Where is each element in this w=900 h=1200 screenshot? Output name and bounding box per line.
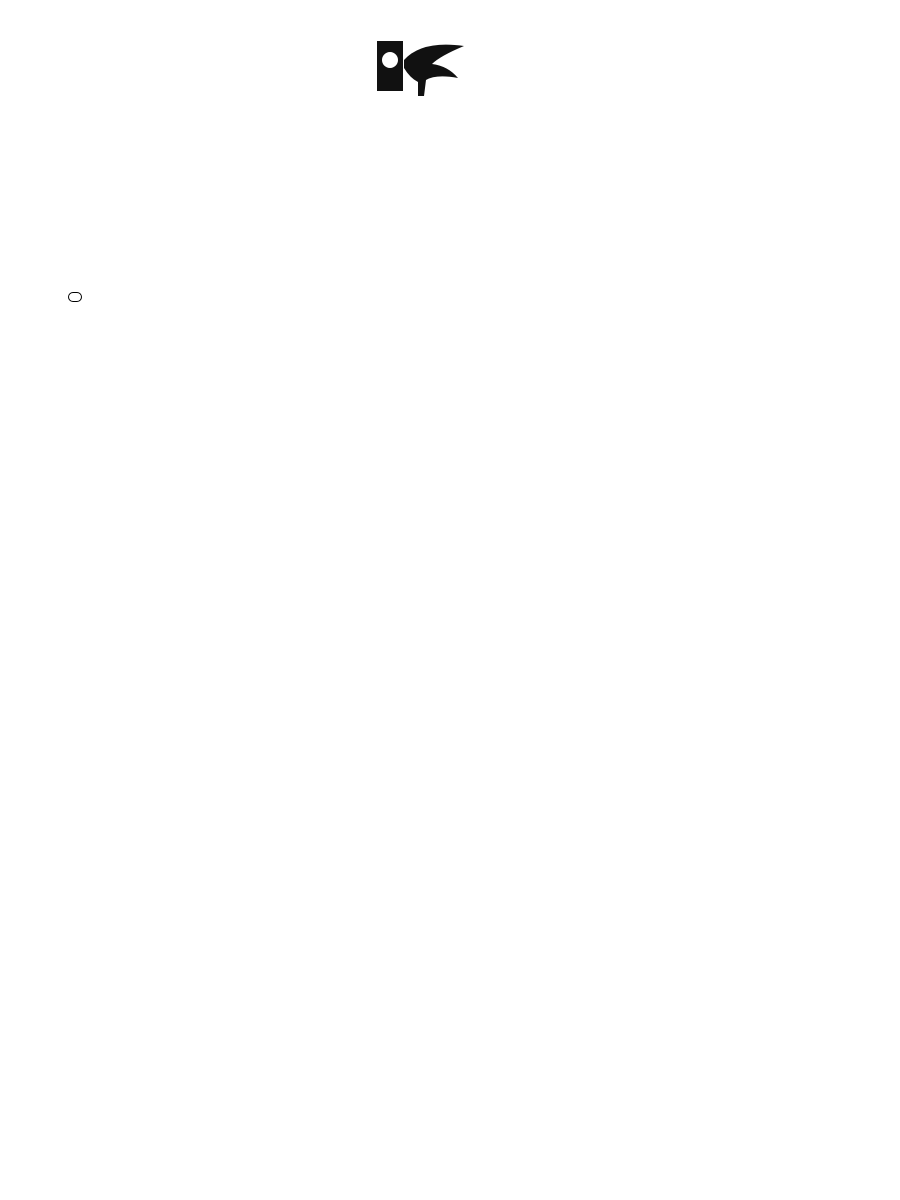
home-kickoff bbox=[68, 292, 82, 302]
association-logo-icon bbox=[374, 38, 470, 98]
match-record-sheet bbox=[60, 20, 834, 1192]
form-grid bbox=[60, 20, 834, 1192]
